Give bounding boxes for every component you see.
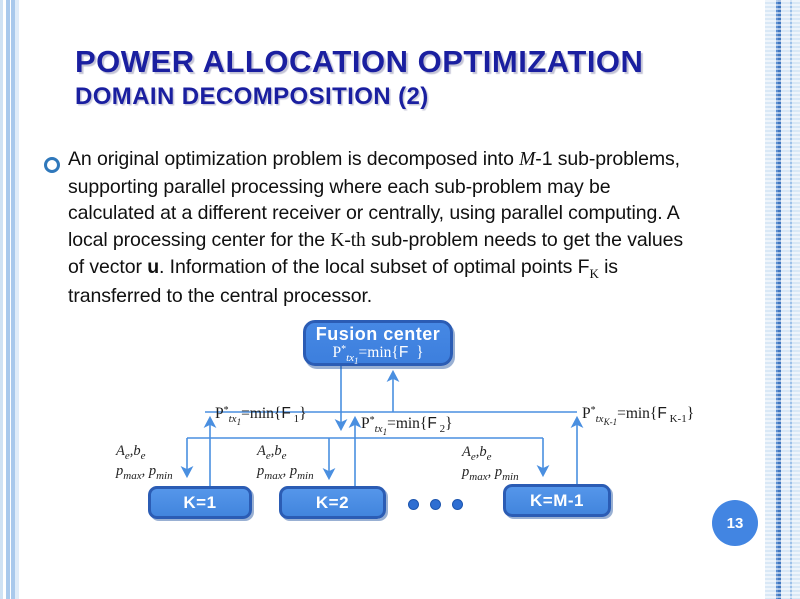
result-arrow-label-3: $P^*_{txK-1}=\min\{F$ $_{K-1}$} [582,405,695,427]
input-params-line: $p_{max}$, $p_{min}$ [257,463,314,482]
body-line: supporting parallel processing where each sub-problem may be [68,175,611,198]
input-params-line: $A_e,b_e$ [257,443,287,462]
input-params-label-3 [462,443,519,483]
subproblem-node-k1: K=1 [148,486,252,519]
fusion-center-node [303,320,453,366]
input-params-line: $p_{max}$, $p_{min}$ [462,464,519,483]
page-number: 13 [726,514,744,532]
body-line: An original optimization problem is decomposed into M-1 sub-problems, [68,148,681,170]
page-number-badge [712,500,758,546]
result-arrow-label-2: $P^*_{tx1}=\min\{F$ $_2$} [361,415,453,437]
body-line: transferred to the central processor. [68,284,373,307]
slide-subtitle: DOMAIN DECOMPOSITION (2) [75,83,429,110]
fusion-center-label: Fusion center [315,324,441,344]
ellipsis-dot-icon [430,499,441,510]
ellipsis-dot-icon [452,499,463,510]
input-params-label-1 [116,442,173,482]
ellipsis-dot-icon [408,499,419,510]
body-line: calculated at a different receiver or centrally, using parallel computing. A [68,202,680,225]
body-line: local processing center for the K-th sub-problem needs to get the values [68,228,683,251]
subproblem-node-km1: K=M-1 [503,484,611,517]
input-params-label-2 [257,442,314,482]
subproblem-node-k2: K=2 [279,486,386,519]
fusion-center-formula: $P^*_{tx1}=\min\{F$ } [332,344,424,366]
slide-title: POWER ALLOCATION OPTIMIZATION [75,44,644,79]
result-arrow-label-1: $P^*_{tx1}=\min\{F$ $_1$} [215,405,307,427]
body-line: of vector u. Information of the local subset of optimal points $F_K$ is [68,256,618,282]
input-params-line: $A_e,b_e$ [116,443,146,462]
input-params-line: $p_{max}$, $p_{min}$ [116,463,173,482]
continuation-dots [408,499,468,510]
input-params-line: $A_e,b_e$ [462,444,492,463]
